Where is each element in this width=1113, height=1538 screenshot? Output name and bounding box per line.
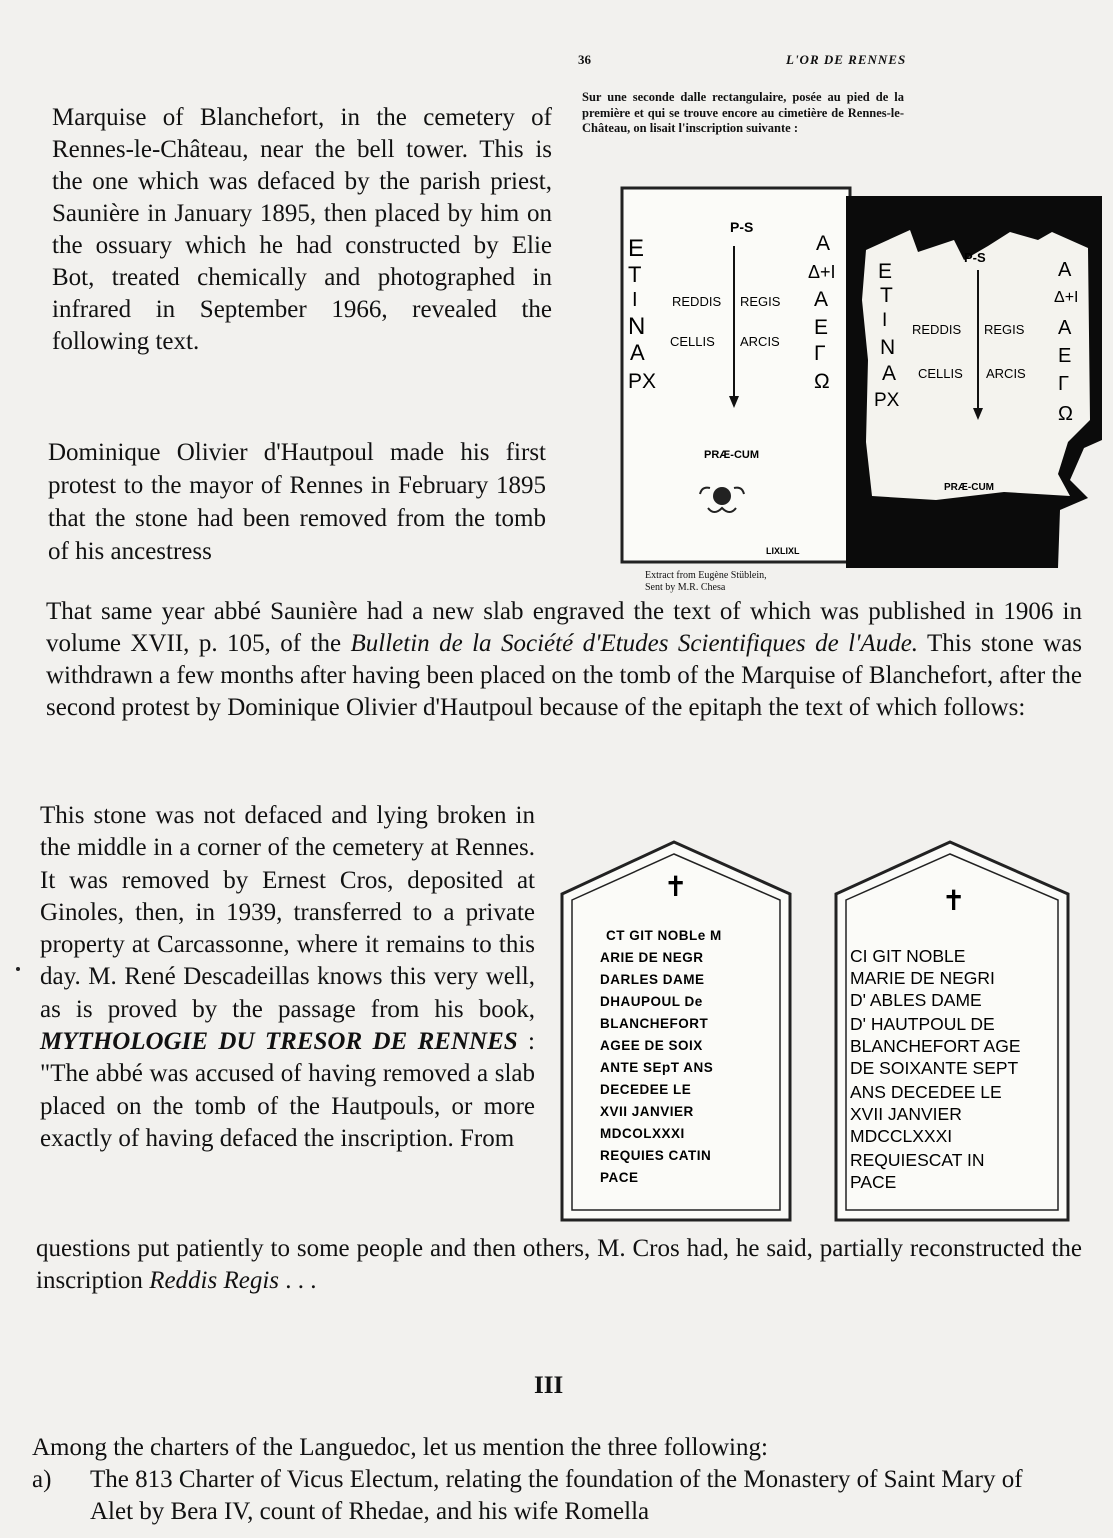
- right-stone-line-10: REQUIESCAT IN: [850, 1150, 985, 1170]
- left-stone-line-12: PACE: [600, 1170, 639, 1185]
- list-item-marker: a): [32, 1466, 52, 1493]
- drawing-top-symbol: P-S: [730, 219, 754, 235]
- photo-right-letter-2: Δ+I: [1054, 289, 1079, 306]
- photo-right-letter-5: Γ: [1058, 373, 1070, 395]
- drawing-right-letter-5: Γ: [814, 342, 826, 365]
- photo-left-letter-6: PX: [874, 390, 900, 411]
- drawing-word-regis: REGIS: [740, 294, 781, 309]
- right-stone-line-1: CI GIT NOBLE: [850, 946, 966, 966]
- photo-right-letter-3: A: [1058, 317, 1072, 339]
- drawing-left-letter-1: E: [628, 235, 645, 262]
- drawing-bottom-text: PRÆ-CUM: [704, 449, 759, 461]
- photo-bottom-text: PRÆ-CUM: [944, 482, 994, 493]
- running-header-title: L'OR DE RENNES: [786, 52, 907, 67]
- right-stone-line-7: ANS DECEDEE LE: [850, 1082, 1002, 1102]
- intro-paragraph: [52, 102, 552, 358]
- photo-left-letter-3: I: [882, 310, 888, 331]
- left-stone-line-3: DARLES DAME: [600, 972, 705, 987]
- paragraph-protest-text: Dominique Olivier d'Hautpoul made his first protest to the mayor of Rennes in February 1895 that the stone had been removed from the tomb of his ancestress: [48, 439, 546, 565]
- photo-right-letter-4: E: [1058, 345, 1072, 367]
- ellipsis: . . .: [279, 1267, 317, 1294]
- right-stone-line-11: PACE: [850, 1172, 897, 1192]
- paragraph-new-slab: [46, 596, 1082, 724]
- left-stone-line-5: BLANCHEFORT: [600, 1016, 709, 1031]
- right-stone-line-8: XVII JANVIER: [850, 1104, 962, 1124]
- photo-right-letter-6: Ω: [1058, 403, 1073, 425]
- drawing-right-letter-6: Ω: [814, 370, 830, 393]
- figure-caption-line-2: Sent by M.R. Chesa: [645, 582, 726, 593]
- drawing-left-letter-5: A: [630, 340, 645, 365]
- right-stone-line-4: D' HAUTPOUL DE: [850, 1014, 995, 1034]
- drawing-word-arcis: ARCIS: [740, 334, 780, 349]
- right-stone-line-2: MARIE DE NEGRI: [850, 968, 995, 988]
- drawing-right-letter-2: Δ+I: [808, 262, 836, 282]
- right-stone-line-9: MDCCLXXXI: [850, 1126, 953, 1146]
- right-tombstone-cross: ✝: [942, 885, 966, 916]
- page-number: 36: [578, 52, 591, 67]
- left-tombstone-cross: ✝: [664, 871, 688, 902]
- photo-word-cellis: CELLIS: [918, 366, 963, 381]
- photo-left-letter-1: E: [878, 260, 893, 283]
- margin-dot: [16, 967, 20, 971]
- inscription-figure: [618, 180, 1102, 572]
- drawing-left-letter-6: PX: [628, 370, 657, 393]
- paragraph-stone-history-text-a: This stone was not defaced and lying broken in the middle in a corner of the cemetery at Rennes. It was removed by Ernest Cros, deposited at Ginoles, then, in 1939, transferred to a private property at Carcassonne, where it remains to this day. M. René Descadeillas knows this very well, as is proved by the passage from his book,: [40, 802, 535, 1023]
- left-stone-line-2: ARIE DE NEGR: [600, 950, 704, 965]
- drawing-left-letter-2: T: [628, 262, 642, 287]
- bulletin-title: Bulletin de la Société d'Etudes Scientifiques de l'Aude.: [350, 630, 919, 657]
- photo-word-regis: REGIS: [984, 322, 1025, 337]
- list-item-text: The 813 Charter of Vicus Electum, relating the foundation of the Monastery of Saint Mary of Alet by Bera IV, count of Rhedae, and his wife Romella: [90, 1466, 1023, 1525]
- paragraph-new-slab-text-a: That same year abbé Saunière had a new slab engraved the text of which was published in 1906 in volume XVII, p. 105, of the: [46, 598, 1082, 657]
- reddis-regis-phrase: Reddis Regis: [149, 1267, 280, 1294]
- intro-paragraph-text: Marquise of Blanchefort, in the cemetery of Rennes-le-Château, near the bell tower. This is the one which was defaced by the parish priest, Saunière in January 1895, then placed by him on the ossuary which he had constructed by Elie Bot, treated chemically and photographed in infrared in September 1966, revealed the following text.: [52, 104, 552, 355]
- drawing-word-reddis: REDDIS: [672, 294, 722, 309]
- left-stone-line-7: ANTE SEpT ANS: [600, 1060, 714, 1075]
- drawing-left-letter-3: I: [632, 289, 638, 311]
- section-numeral: III: [534, 1372, 564, 1399]
- drawing-right-letter-4: E: [814, 316, 829, 339]
- photo-word-reddis: REDDIS: [912, 322, 962, 337]
- drawing-right-letter-3: A: [814, 288, 829, 311]
- drawing-left-letter-4: N: [628, 313, 646, 340]
- right-stone-line-3: D' ABLES DAME: [850, 990, 982, 1010]
- photo-left-letter-4: N: [880, 336, 896, 359]
- paragraph-protest: [48, 436, 546, 568]
- drawing-corner-text: LIXLIXL: [766, 546, 800, 556]
- left-stone-line-4: DHAUPOUL De: [600, 994, 703, 1009]
- photo-top-symbol: P-S: [964, 250, 986, 265]
- left-stone-line-9: XVII JANVIER: [600, 1104, 694, 1119]
- left-stone-line-11: REQUIES CATIN: [600, 1148, 712, 1163]
- tombstones-figure: [550, 830, 1082, 1232]
- paragraph-stone-history-continued: [36, 1233, 1082, 1297]
- charters-intro: Among the charters of the Languedoc, let us mention the three following:: [32, 1434, 768, 1461]
- mythologie-book-title: MYTHOLOGIE DU TRESOR DE RENNES: [40, 1028, 518, 1056]
- drawing-right-letter-1: A: [816, 232, 831, 255]
- left-stone-line-6: AGEE DE SOIX: [600, 1038, 703, 1053]
- photo-right-letter-1: A: [1058, 259, 1072, 281]
- paragraph-stone-history-text-c: questions put patiently to some people and then others, M. Cros had, he said, partially reconstructed the inscription: [36, 1235, 1082, 1294]
- figure-caption-line-1: Extract from Eugène Stüblein,: [645, 570, 767, 581]
- photo-left-letter-5: A: [882, 362, 897, 385]
- left-stone-line-8: DECEDEE LE: [600, 1082, 692, 1097]
- paragraph-stone-history-text-b: : "The abbé was accused of having removed a slab placed on the tomb of the Hautpouls, or more exactly of having defaced the inscription. From: [40, 1028, 535, 1152]
- paragraph-new-slab-text-b: This stone was withdrawn a few months after having been placed on the tomb of the Marquise of Blanchefort, after the second protest by Dominique Olivier d'Hautpoul because of the epitaph the text of which follows:: [46, 630, 1082, 721]
- right-stone-line-6: DE SOIXANTE SEPT: [850, 1058, 1019, 1078]
- photo-word-arcis: ARCIS: [986, 366, 1026, 381]
- right-stone-line-5: BLANCHEFORT AGE: [850, 1036, 1021, 1056]
- drawing-word-cellis: CELLIS: [670, 334, 715, 349]
- figure-caption: [645, 570, 767, 594]
- photo-left-letter-2: T: [880, 284, 893, 307]
- french-inscription-caption: Sur une seconde dalle rectangulaire, posée au pied de la première et qui se trouve encore au cimetière de Rennes-le-Château, on lisait l'inscription suivante :: [582, 90, 904, 135]
- left-stone-line-10: MDCOLXXXI: [600, 1126, 685, 1141]
- paragraph-stone-history: [40, 800, 535, 1155]
- left-stone-line-1: CT GIT NOBLe M: [606, 928, 722, 943]
